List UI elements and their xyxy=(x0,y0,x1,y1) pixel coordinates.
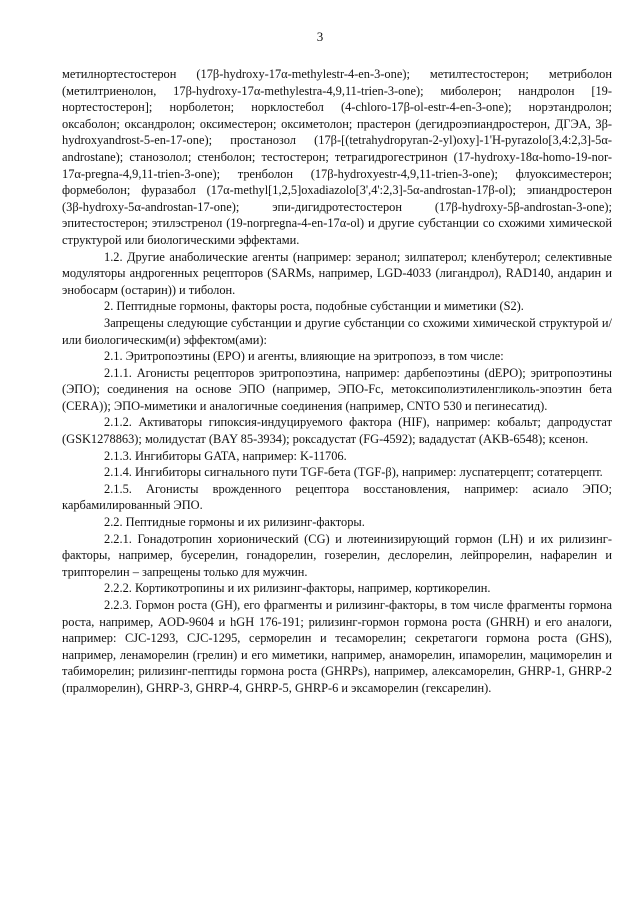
paragraph-8: 2.1.4. Ингибиторы сигнального пути TGF-бета (TGF-β), например: луспатерцепт; сотатерцепт. xyxy=(104,465,603,480)
paragraph-0: метилнортестостерон (17β-hydroxy-17α-methylestr-4-en-3-one); метилтестостерон; метриболон (метилтриенолон, 17β-hydroxy-17α-methylestra-4,9,11-trien-3-one); миболерон; нандролон [19-нортестостерон]; норболетон; норклостебол (4-chloro-17β-ol-estr-4-en-3-one); норэтандролон; оксаболон; оксандролон; оксиместерон; оксиметолон; прастерон (дегидроэпиандростерон, ДГЭА, 3β-hydroxyandrost-5-en-17-one); простанозол (17β-[(tetrahydropyran-2-yl)oxy]-1'H-pyrazolo[3,4:2,3]-5α-androstane); станозолол; стенболон; тестостерон; тетрагидрогестринон (17-hydroxy-18α-homo-19-nor-17α-pregna-4,9,11-trien-3-one); тренболон (17β-hydroxyestr-4,9,11-trien-3-one); флуоксиместерон; формеболон; фуразабол (17α-methyl[1,2,5]oxadiazolo[3',4':2,3]-5α-androstan-17β-ol); эпиандростерон (3β-hydroxy-5α-androstan-17-one); эпи-дигидротестостерон (17β-hydroxy-5β-androstan-3-one); эпитестостерон; этилэстренол (19-norpregna-4-en-17α-ol) и другие субстанции со схожими химической структурой или биологическими эффектами. xyxy=(62,67,612,247)
paragraph-11: 2.2.1. Гонадотропин хорионический (CG) и лютеинизирующий гормон (LH) и их рилизинг-факторы, например, бусерелин, гонадорелин, гозерелин, деслорелин, лейпрорелин, нафарелин и трипторелин – запрещены только для мужчин. xyxy=(62,531,612,579)
paragraph-2: 2. Пептидные гормоны, факторы роста, подобные субстанции и миметики (S2). xyxy=(104,299,524,314)
page-number: 3 xyxy=(316,29,324,44)
paragraph-12: 2.2.2. Кортикотропины и их рилизинг-факторы, например, кортикорелин. xyxy=(104,581,491,596)
paragraph-6: 2.1.2. Активаторы гипоксия-индуцируемого фактора (HIF), например: кобальт; дапродустат (GSK1278863); молидустат (BAY 85-3934); роксадустат (FG-4592); вададустат (AKB-6548); ксенон. xyxy=(62,415,612,447)
paragraph-3: Запрещены следующие субстанции и другие субстанции со схожими химической структурой и/или биологическим(и) эффектом(ами): xyxy=(62,315,612,347)
paragraph-5: 2.1.1. Агонисты рецепторов эритропоэтина, например: дарбепоэтины (dEPO); эритропоэтины (ЭПО); соединения на основе ЭПО (например, ЭПО-Fc, метоксиполиэтиленгликоль-эпоэтин бета (CERA)); ЭПО-миметики и аналогичные соединения (например, CNTO 530 и пегинесатид). xyxy=(62,365,612,413)
paragraph-10: 2.2. Пептидные гормоны и их рилизинг-факторы. xyxy=(104,515,365,530)
paragraph-13: 2.2.3. Гормон роста (GH), его фрагменты и рилизинг-факторы, в том числе фрагменты гормона роста, например, AOD-9604 и hGH 176-191; рилизинг-гормон гормона роста (GHRH) и его аналоги, например: CJC-1293, CJC-1295, серморелин и тесаморелин; секретагоги гормона роста (GHS), например, ленаморелин (грелин) и его миметики, например, анаморелин, ипаморелин, мациморелин и табиморелин; рилизинг-пептиды гормона роста (GHRPs), например, алексаморелин, GHRP-1, GHRP-2 (пралморелин), GHRP-3, GHRP-4, GHRP-5, GHRP-6 и эксаморелин (гексарелин). xyxy=(62,598,612,695)
document-body xyxy=(62,66,612,697)
paragraph-7: 2.1.3. Ингибиторы GATA, например: K-11706. xyxy=(104,448,347,463)
paragraph-9: 2.1.5. Агонисты врожденного рецептора восстановления, например: асиало ЭПО; карбамилированный ЭПО. xyxy=(62,481,612,513)
paragraph-1: 1.2. Другие анаболические агенты (например: зеранол; зилпатерол; кленбутерол; селективные модуляторы андрогенных рецепторов (SARMs, например, LGD-4033 (лигандрол), RAD140, андарин и энобосарм (остарин)) и тиболон. xyxy=(62,249,612,297)
paragraph-4: 2.1. Эритропоэтины (ЕРО) и агенты, влияющие на эритропоэз, в том числе: xyxy=(104,349,504,364)
